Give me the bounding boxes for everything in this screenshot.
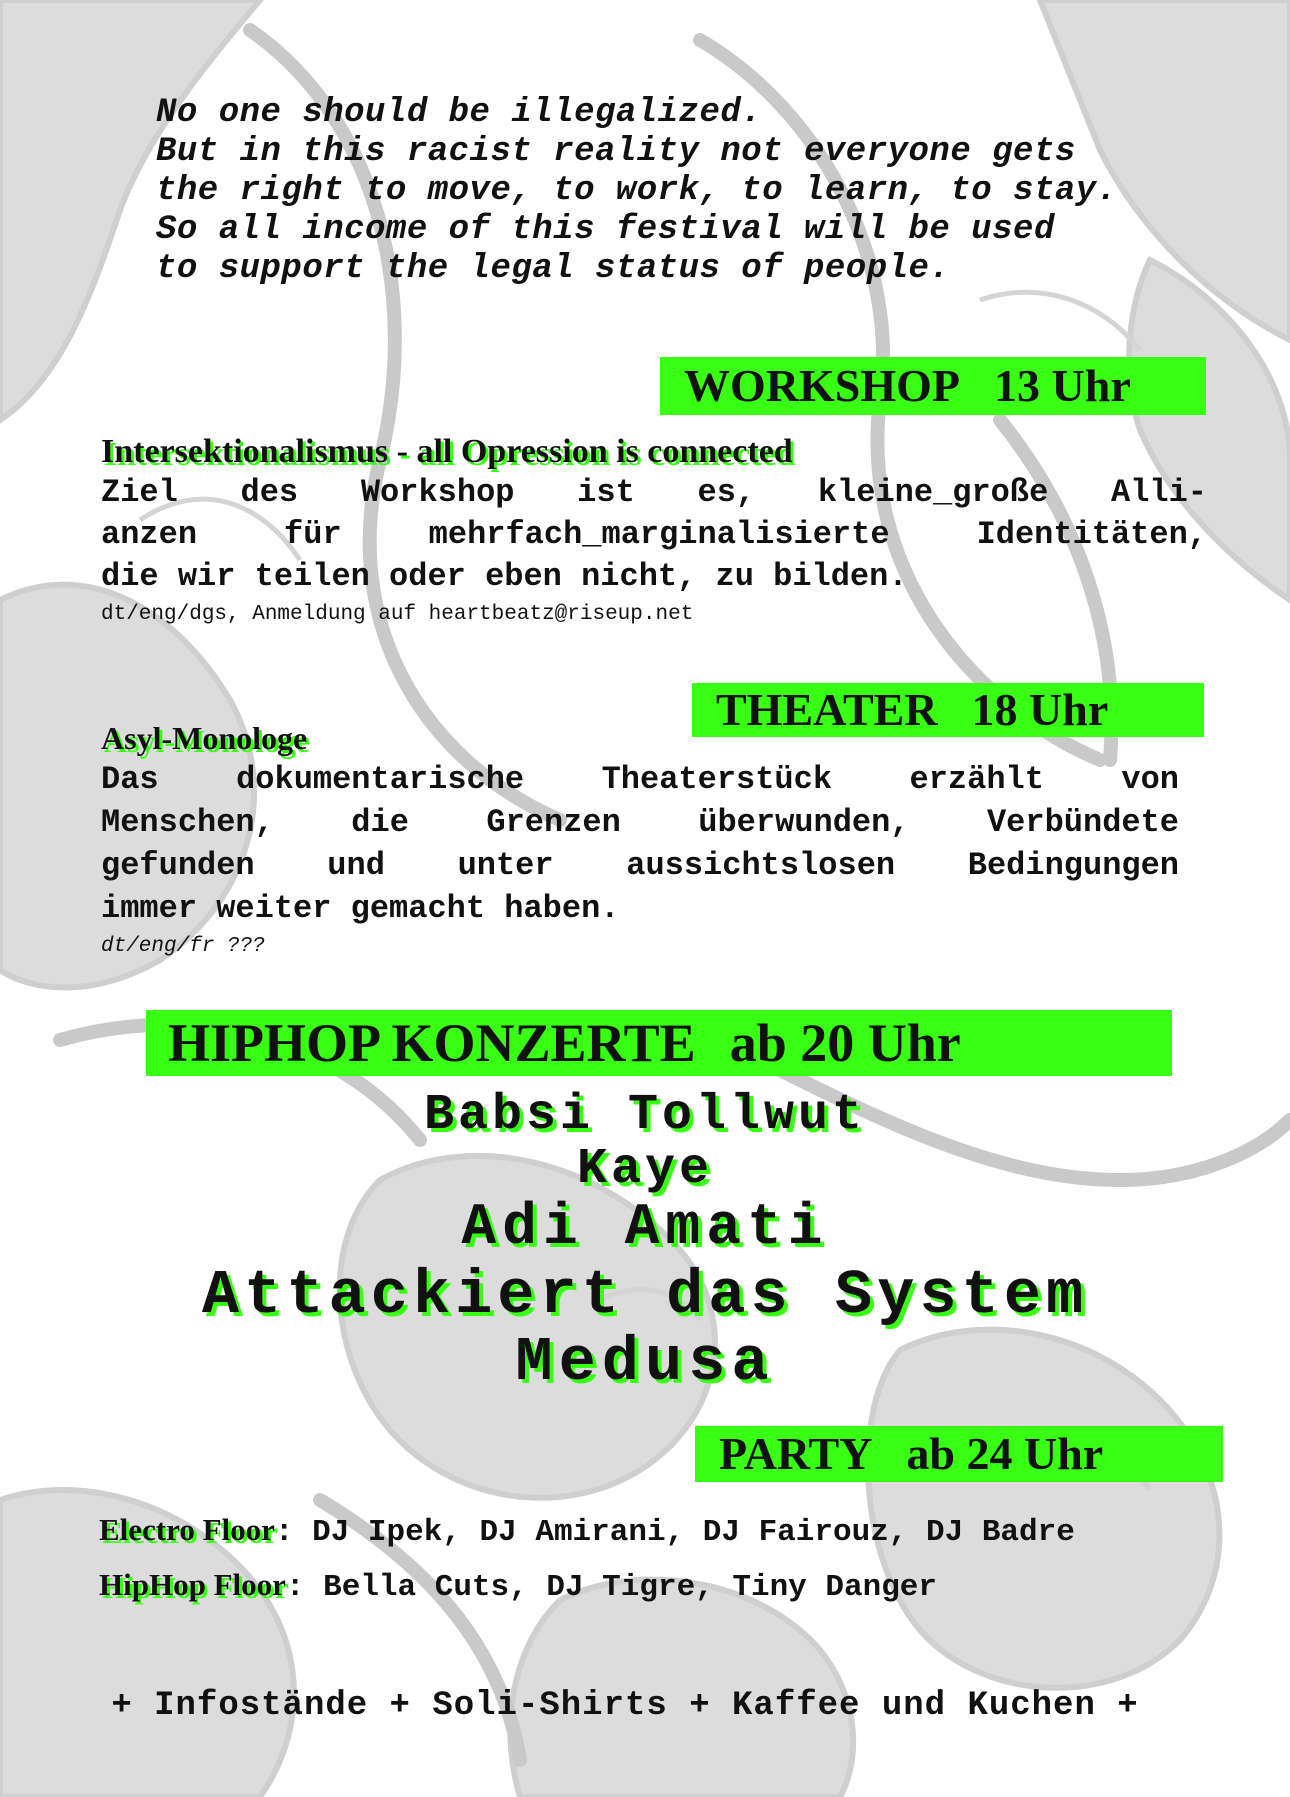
floor-label: HipHop Floor <box>99 1567 286 1602</box>
workshop-title: Intersektionalismus - all Opression is connected <box>101 433 793 470</box>
workshop-tag-time: 13 Uhr <box>994 360 1131 411</box>
intro-statement <box>156 94 1216 289</box>
workshop-section <box>101 432 1207 632</box>
band-name: Babsi Tollwut <box>423 1087 867 1144</box>
band-name: Adi Amati <box>461 1196 829 1261</box>
floor-djs: DJ Ipek, DJ Amirani, DJ Fairouz, DJ Badre <box>312 1515 1075 1550</box>
concerts-tag <box>146 1010 1172 1076</box>
intro-line: the right to move, to work, to learn, to stay. <box>156 172 1118 210</box>
floor-row-electro <box>99 1504 1249 1559</box>
concerts-tag-label: HIPHOP KONZERTE <box>168 1013 696 1073</box>
theater-tag-label: THEATER <box>716 684 938 735</box>
party-tag <box>695 1426 1223 1482</box>
floor-separator: : <box>285 1570 324 1605</box>
band-list <box>0 1088 1290 1396</box>
floor-label: Electro Floor <box>99 1512 275 1547</box>
band-name: Kaye <box>576 1141 714 1198</box>
intro-line: But in this racist reality not everyone gets <box>156 133 1076 171</box>
theater-desc-line: Menschen, die Grenzen überwunden, Verbündete <box>101 804 1179 841</box>
workshop-desc-line: anzen für mehrfach_marginalisierte Identitäten, <box>101 516 1207 553</box>
party-tag-label: PARTY <box>719 1428 873 1479</box>
theater-desc-line: immer weiter gemacht haben. <box>101 890 620 927</box>
band-name: Medusa <box>515 1327 775 1398</box>
intro-line: So all income of this festival will be used <box>156 211 1055 249</box>
workshop-note: dt/eng/dgs, Anmeldung auf heartbeatz@riseup.net <box>101 603 694 626</box>
workshop-desc-line: Ziel des Workshop ist es, kleine_große Alli- <box>101 474 1207 511</box>
workshop-tag-label: WORKSHOP <box>684 360 961 411</box>
footer-extras: + Infostände + Soli-Shirts + Kaffee und Kuchen + <box>111 1687 1139 1725</box>
theater-tag <box>692 683 1204 737</box>
theater-title: Asyl-Monologe <box>101 720 308 756</box>
party-floors <box>99 1504 1249 1614</box>
theater-section <box>101 718 1179 964</box>
concerts-tag-time: ab 20 Uhr <box>729 1013 961 1073</box>
theater-desc-line: gefunden und unter aussichtslosen Bedingungen <box>101 847 1179 884</box>
theater-desc-line: Das dokumentarische Theaterstück erzählt von <box>101 761 1179 798</box>
floor-row-hiphop <box>99 1559 1249 1614</box>
intro-line: to support the legal status of people. <box>156 250 951 288</box>
band-name: Attackiert das System <box>201 1260 1089 1331</box>
floor-djs: Bella Cuts, DJ Tigre, Tiny Danger <box>323 1570 938 1605</box>
theater-tag-time: 18 Uhr <box>971 684 1109 735</box>
workshop-tag <box>660 357 1206 415</box>
floor-separator: : <box>274 1515 313 1550</box>
party-tag-time: ab 24 Uhr <box>906 1428 1104 1479</box>
workshop-desc-line: die wir teilen oder eben nicht, zu bilden. <box>101 558 908 595</box>
theater-note: dt/eng/fr ??? <box>101 935 265 958</box>
intro-line: No one should be illegalized. <box>156 94 763 132</box>
